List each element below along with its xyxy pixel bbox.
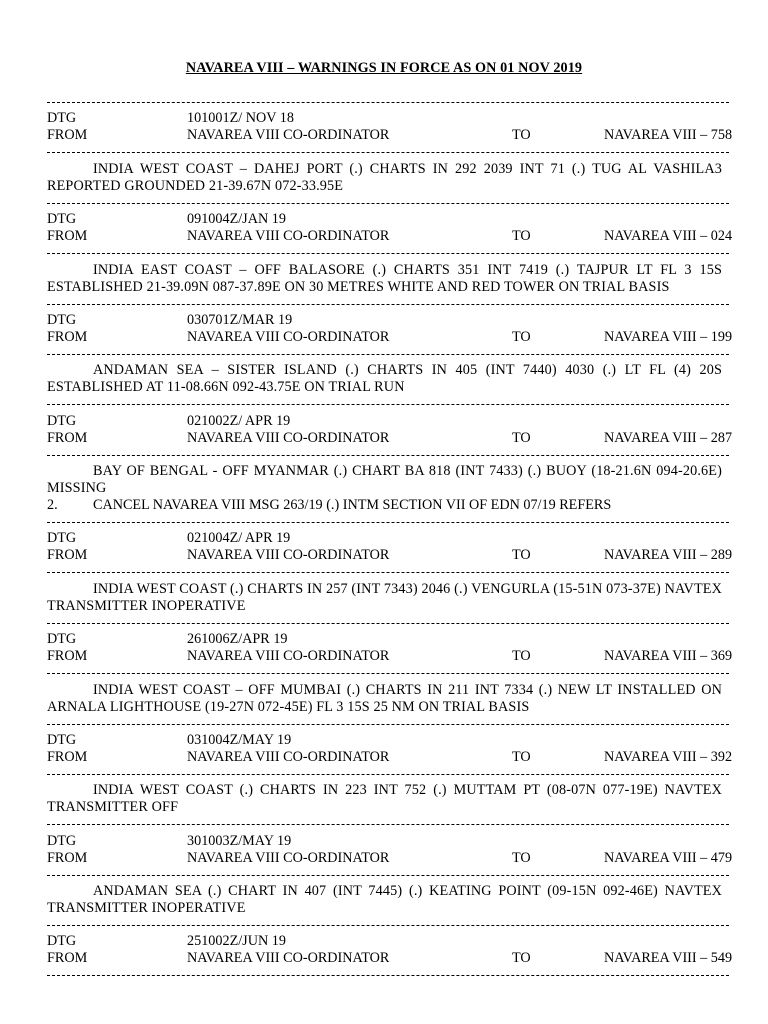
separator bbox=[47, 522, 729, 523]
from-label: FROM bbox=[47, 648, 88, 664]
from-value: NAVAREA VIII CO-ORDINATOR bbox=[187, 749, 390, 765]
separator bbox=[47, 203, 729, 204]
from-to-line bbox=[47, 648, 733, 665]
from-value: NAVAREA VIII CO-ORDINATOR bbox=[187, 430, 390, 446]
separator bbox=[47, 875, 729, 876]
from-to-line bbox=[47, 950, 733, 967]
dtg-line bbox=[47, 631, 288, 648]
dtg-line bbox=[47, 211, 286, 228]
separator bbox=[47, 824, 729, 825]
dtg-line bbox=[47, 110, 294, 127]
from-label: FROM bbox=[47, 850, 88, 866]
to-value: NAVAREA VIII – 369 bbox=[604, 648, 733, 664]
separator bbox=[47, 724, 729, 725]
from-to-line bbox=[47, 850, 733, 867]
item-number: 2. bbox=[47, 497, 58, 513]
dtg-line bbox=[47, 732, 292, 749]
numbered-item bbox=[47, 497, 611, 514]
to-value: NAVAREA VIII – 289 bbox=[604, 547, 733, 563]
from-to-line bbox=[47, 430, 733, 447]
item-text: CANCEL NAVAREA VIII MSG 263/19 (.) INTM SECTION VII OF EDN 07/19 REFERS bbox=[93, 497, 612, 513]
separator bbox=[47, 102, 729, 103]
dtg-value: 091004Z/JAN 19 bbox=[187, 211, 286, 227]
warning-text: INDIA WEST COAST (.) CHARTS IN 223 INT 752 (.) MUTTAM PT (08-07N 077-19E) NAVTEX TRANSMITTER OFF bbox=[47, 782, 722, 815]
document-title: NAVAREA VIII – WARNINGS IN FORCE AS ON 01 NOV 2019 bbox=[185, 60, 583, 76]
separator bbox=[47, 304, 729, 305]
dtg-line bbox=[47, 833, 292, 850]
dtg-line bbox=[47, 312, 293, 329]
from-value: NAVAREA VIII CO-ORDINATOR bbox=[187, 850, 390, 866]
separator bbox=[47, 774, 729, 775]
dtg-label: DTG bbox=[47, 413, 77, 429]
from-to-line bbox=[47, 547, 733, 564]
from-value: NAVAREA VIII CO-ORDINATOR bbox=[187, 127, 390, 143]
separator bbox=[47, 623, 729, 624]
to-label: TO bbox=[512, 850, 531, 866]
from-label: FROM bbox=[47, 547, 88, 563]
warning-text: INDIA EAST COAST – OFF BALASORE (.) CHARTS 351 INT 7419 (.) TAJPUR LT FL 3 15S ESTABLISHED 21-39.09N 087-37.89E ON 30 METRES WHITE AND RED TOWER ON TRIAL BASIS bbox=[47, 262, 722, 295]
warning-text: INDIA WEST COAST – OFF MUMBAI (.) CHARTS IN 211 INT 7334 (.) NEW LT INSTALLED ON ARNALA LIGHTHOUSE (19-27N 072-45E) FL 3 15S 25 NM ON TRIAL BASIS bbox=[47, 682, 722, 715]
from-label: FROM bbox=[47, 127, 88, 143]
warning-text: ANDAMAN SEA (.) CHART IN 407 (INT 7445) (.) KEATING POINT (09-15N 092-46E) NAVTEX TRANSMITTER INOPERATIVE bbox=[47, 883, 722, 916]
from-to-line bbox=[47, 749, 733, 766]
from-value: NAVAREA VIII CO-ORDINATOR bbox=[187, 950, 390, 966]
dtg-label: DTG bbox=[47, 312, 77, 328]
dtg-line bbox=[47, 413, 291, 430]
dtg-value: 251002Z/JUN 19 bbox=[187, 933, 286, 949]
dtg-label: DTG bbox=[47, 833, 77, 849]
separator bbox=[47, 253, 729, 254]
from-label: FROM bbox=[47, 950, 88, 966]
dtg-label: DTG bbox=[47, 110, 77, 126]
dtg-label: DTG bbox=[47, 530, 77, 546]
dtg-line bbox=[47, 530, 291, 547]
separator bbox=[47, 673, 729, 674]
to-label: TO bbox=[512, 228, 531, 244]
from-to-line bbox=[47, 127, 733, 144]
separator bbox=[47, 152, 729, 153]
separator bbox=[47, 354, 729, 355]
to-value: NAVAREA VIII – 199 bbox=[604, 329, 733, 345]
dtg-value: 101001Z/ NOV 18 bbox=[187, 110, 294, 126]
to-label: TO bbox=[512, 749, 531, 765]
from-label: FROM bbox=[47, 228, 88, 244]
from-value: NAVAREA VIII CO-ORDINATOR bbox=[187, 228, 390, 244]
to-label: TO bbox=[512, 547, 531, 563]
separator bbox=[47, 455, 729, 456]
separator bbox=[47, 975, 729, 976]
to-value: NAVAREA VIII – 479 bbox=[604, 850, 733, 866]
separator bbox=[47, 572, 729, 573]
from-label: FROM bbox=[47, 329, 88, 345]
dtg-value: 021002Z/ APR 19 bbox=[187, 413, 291, 429]
dtg-value: 030701Z/MAR 19 bbox=[187, 312, 293, 328]
to-value: NAVAREA VIII – 392 bbox=[604, 749, 733, 765]
to-label: TO bbox=[512, 648, 531, 664]
from-label: FROM bbox=[47, 749, 88, 765]
from-to-line bbox=[47, 329, 733, 346]
from-label: FROM bbox=[47, 430, 88, 446]
from-value: NAVAREA VIII CO-ORDINATOR bbox=[187, 648, 390, 664]
separator bbox=[47, 925, 729, 926]
dtg-label: DTG bbox=[47, 732, 77, 748]
dtg-value: 301003Z/MAY 19 bbox=[187, 833, 292, 849]
to-label: TO bbox=[512, 950, 531, 966]
to-value: NAVAREA VIII – 549 bbox=[604, 950, 733, 966]
warning-text: INDIA WEST COAST – DAHEJ PORT (.) CHARTS IN 292 2039 INT 71 (.) TUG AL VASHILA3 REPORTED GROUNDED 21-39.67N 072-33.95E bbox=[47, 161, 722, 194]
dtg-label: DTG bbox=[47, 933, 77, 949]
to-value: NAVAREA VIII – 758 bbox=[604, 127, 733, 143]
from-value: NAVAREA VIII CO-ORDINATOR bbox=[187, 547, 390, 563]
warning-text: BAY OF BENGAL - OFF MYANMAR (.) CHART BA 818 (INT 7433) (.) BUOY (18-21.6N 094-20.6E) MISSING bbox=[47, 463, 722, 496]
warning-text: INDIA WEST COAST (.) CHARTS IN 257 (INT 7343) 2046 (.) VENGURLA (15-51N 073-37E) NAVTEX TRANSMITTER INOPERATIVE bbox=[47, 581, 722, 614]
from-value: NAVAREA VIII CO-ORDINATOR bbox=[187, 329, 390, 345]
dtg-value: 031004Z/MAY 19 bbox=[187, 732, 292, 748]
separator bbox=[47, 404, 729, 405]
to-label: TO bbox=[512, 430, 531, 446]
dtg-value: 261006Z/APR 19 bbox=[187, 631, 288, 647]
from-to-line bbox=[47, 228, 733, 245]
to-value: NAVAREA VIII – 287 bbox=[604, 430, 733, 446]
to-label: TO bbox=[512, 329, 531, 345]
dtg-label: DTG bbox=[47, 631, 77, 647]
warning-text: ANDAMAN SEA – SISTER ISLAND (.) CHARTS IN 405 (INT 7440) 4030 (.) LT FL (4) 20S ESTABLISHED AT 11-08.66N 092-43.75E ON TRIAL RUN bbox=[47, 362, 722, 395]
to-label: TO bbox=[512, 127, 531, 143]
dtg-line bbox=[47, 933, 286, 950]
dtg-value: 021004Z/ APR 19 bbox=[187, 530, 291, 546]
to-value: NAVAREA VIII – 024 bbox=[604, 228, 733, 244]
dtg-label: DTG bbox=[47, 211, 77, 227]
